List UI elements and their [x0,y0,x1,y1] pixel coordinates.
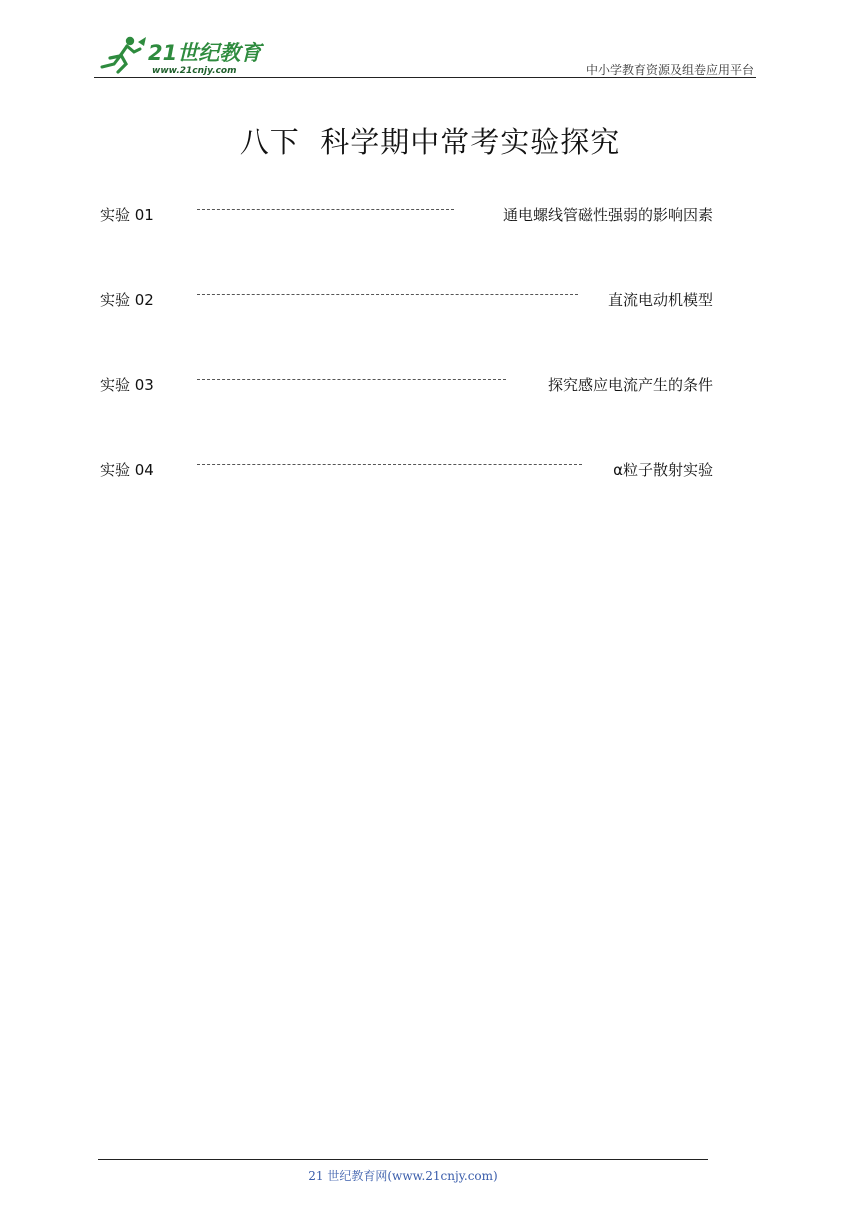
toc-entry-04[interactable] [100,451,713,536]
toc-leader-dots [197,294,578,295]
toc-entry-label: 实验 04 [100,461,154,479]
table-of-contents [100,196,713,536]
svg-text:21世纪教育: 21世纪教育 [148,41,262,65]
toc-leader-dots [197,464,582,465]
toc-leader-dots [197,209,454,210]
toc-entry-title: 探究感应电流产生的条件 [547,376,713,394]
footer-divider [98,1159,708,1160]
toc-entry-title: α粒子散射实验 [613,461,713,479]
svg-text:www.21cnjy.com: www.21cnjy.com [152,66,237,76]
toc-entry-label: 实验 03 [100,376,154,394]
toc-entry-label: 实验 02 [100,291,154,309]
toc-leader-dots [197,379,506,380]
footer-site-link[interactable]: 21 世纪教育网(www.21cnjy.com) [308,1169,498,1183]
page-title: 八下 科学期中常考实验探究 [239,125,621,159]
toc-entry-02[interactable] [100,281,713,366]
toc-entry-title: 直流电动机模型 [607,291,713,309]
header-divider [94,77,756,78]
platform-tagline: 中小学教育资源及组卷应用平台 [585,63,754,77]
toc-entry-01[interactable] [100,196,713,281]
toc-entry-03[interactable] [100,366,713,451]
page-header [94,30,756,78]
toc-entry-label: 实验 01 [100,206,154,224]
runner-icon [102,37,146,72]
toc-entry-title: 通电螺线管磁性强弱的影响因素 [502,206,713,224]
site-logo [94,34,264,76]
